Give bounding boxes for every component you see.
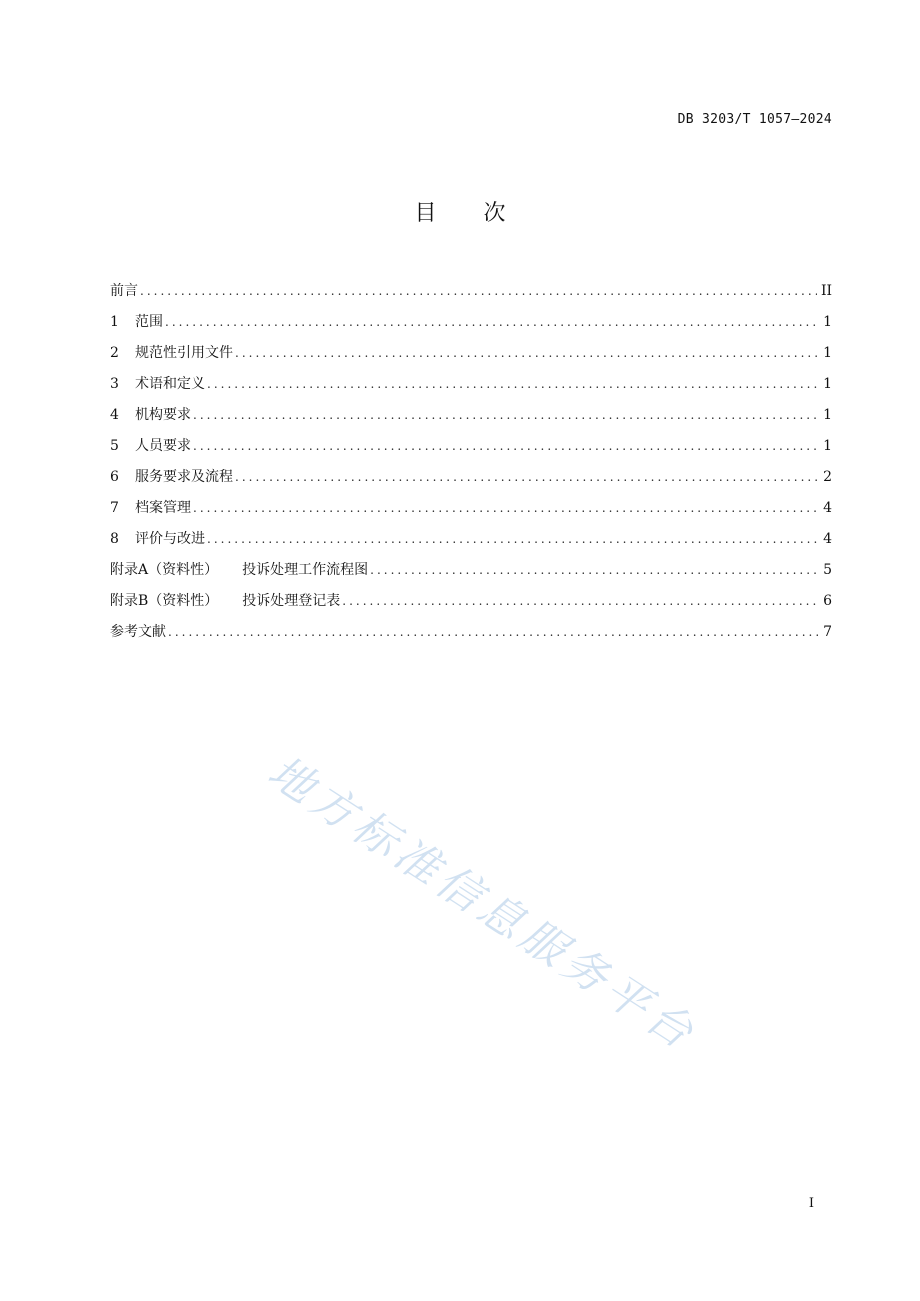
toc-entry-page: II bbox=[820, 283, 832, 299]
table-of-contents bbox=[110, 281, 832, 653]
toc-entry-label: 附录A（资料性） bbox=[110, 562, 219, 578]
toc-dot-leader bbox=[165, 312, 818, 332]
toc-entry-label: 服务要求及流程 bbox=[135, 469, 233, 485]
toc-entry-page: 5 bbox=[823, 562, 832, 578]
toc-entry-institution-requirements[interactable] bbox=[110, 405, 832, 436]
toc-title: 目 次 bbox=[414, 201, 526, 226]
toc-entry-page: 2 bbox=[823, 469, 832, 485]
toc-entry-label: 附录B（资料性） bbox=[110, 593, 219, 609]
toc-entry-appendix-a[interactable] bbox=[110, 560, 832, 591]
toc-entry-scope[interactable] bbox=[110, 312, 832, 343]
toc-dot-leader bbox=[235, 467, 818, 487]
toc-entry-number: 3 bbox=[110, 376, 119, 392]
toc-dot-leader bbox=[193, 498, 818, 518]
toc-entry-label: 参考文献 bbox=[110, 624, 166, 640]
toc-entry-page: 1 bbox=[823, 345, 832, 361]
toc-entry-label: 规范性引用文件 bbox=[135, 345, 233, 361]
toc-entry-label: 人员要求 bbox=[135, 438, 191, 454]
toc-entry-label: 范围 bbox=[135, 314, 163, 330]
toc-entry-personnel-requirements[interactable] bbox=[110, 436, 832, 467]
toc-dot-leader bbox=[168, 622, 818, 642]
toc-entry-number: 5 bbox=[110, 438, 119, 454]
toc-dot-leader bbox=[207, 374, 818, 394]
toc-entry-number: 8 bbox=[110, 531, 119, 547]
toc-entry-appendix-b[interactable] bbox=[110, 591, 832, 622]
toc-entry-normative-references[interactable] bbox=[110, 343, 832, 374]
toc-entry-label: 术语和定义 bbox=[135, 376, 205, 392]
toc-dot-leader bbox=[342, 591, 818, 611]
toc-dot-leader bbox=[207, 529, 818, 549]
toc-entry-number: 1 bbox=[110, 314, 119, 330]
toc-entry-page: 1 bbox=[823, 376, 832, 392]
toc-entry-number: 2 bbox=[110, 345, 119, 361]
toc-dot-leader bbox=[140, 281, 817, 301]
toc-entry-label: 机构要求 bbox=[135, 407, 191, 423]
toc-entry-page: 1 bbox=[823, 407, 832, 423]
toc-entry-subtitle: 投诉处理登记表 bbox=[242, 593, 341, 609]
toc-entry-label: 前言 bbox=[110, 283, 138, 299]
toc-dot-leader bbox=[193, 436, 818, 456]
toc-entry-foreword[interactable] bbox=[110, 281, 832, 312]
toc-dot-leader bbox=[235, 343, 818, 363]
toc-entry-archive-management[interactable] bbox=[110, 498, 832, 529]
toc-entry-page: 7 bbox=[823, 624, 832, 640]
toc-entry-service-requirements[interactable] bbox=[110, 467, 832, 498]
document-code: DB 3203/T 1057—2024 bbox=[677, 112, 832, 127]
toc-dot-leader bbox=[193, 405, 818, 425]
toc-entry-subtitle: 投诉处理工作流程图 bbox=[242, 562, 369, 578]
toc-entry-page: 1 bbox=[823, 314, 832, 330]
toc-entry-page: 4 bbox=[823, 531, 832, 547]
toc-entry-number: 7 bbox=[110, 500, 119, 516]
toc-entry-label: 评价与改进 bbox=[135, 531, 205, 547]
toc-dot-leader bbox=[370, 560, 818, 580]
toc-entry-evaluation-improvement[interactable] bbox=[110, 529, 832, 560]
toc-entry-page: 6 bbox=[823, 593, 832, 609]
watermark: 地方标准信息服务平台 bbox=[258, 746, 707, 1062]
page-number: I bbox=[808, 1196, 814, 1211]
toc-entry-number: 6 bbox=[110, 469, 119, 485]
toc-entry-terms-definitions[interactable] bbox=[110, 374, 832, 405]
toc-entry-bibliography[interactable] bbox=[110, 622, 832, 653]
toc-entry-label: 档案管理 bbox=[135, 500, 191, 516]
toc-entry-page: 4 bbox=[823, 500, 832, 516]
toc-entry-number: 4 bbox=[110, 407, 119, 423]
toc-entry-page: 1 bbox=[823, 438, 832, 454]
